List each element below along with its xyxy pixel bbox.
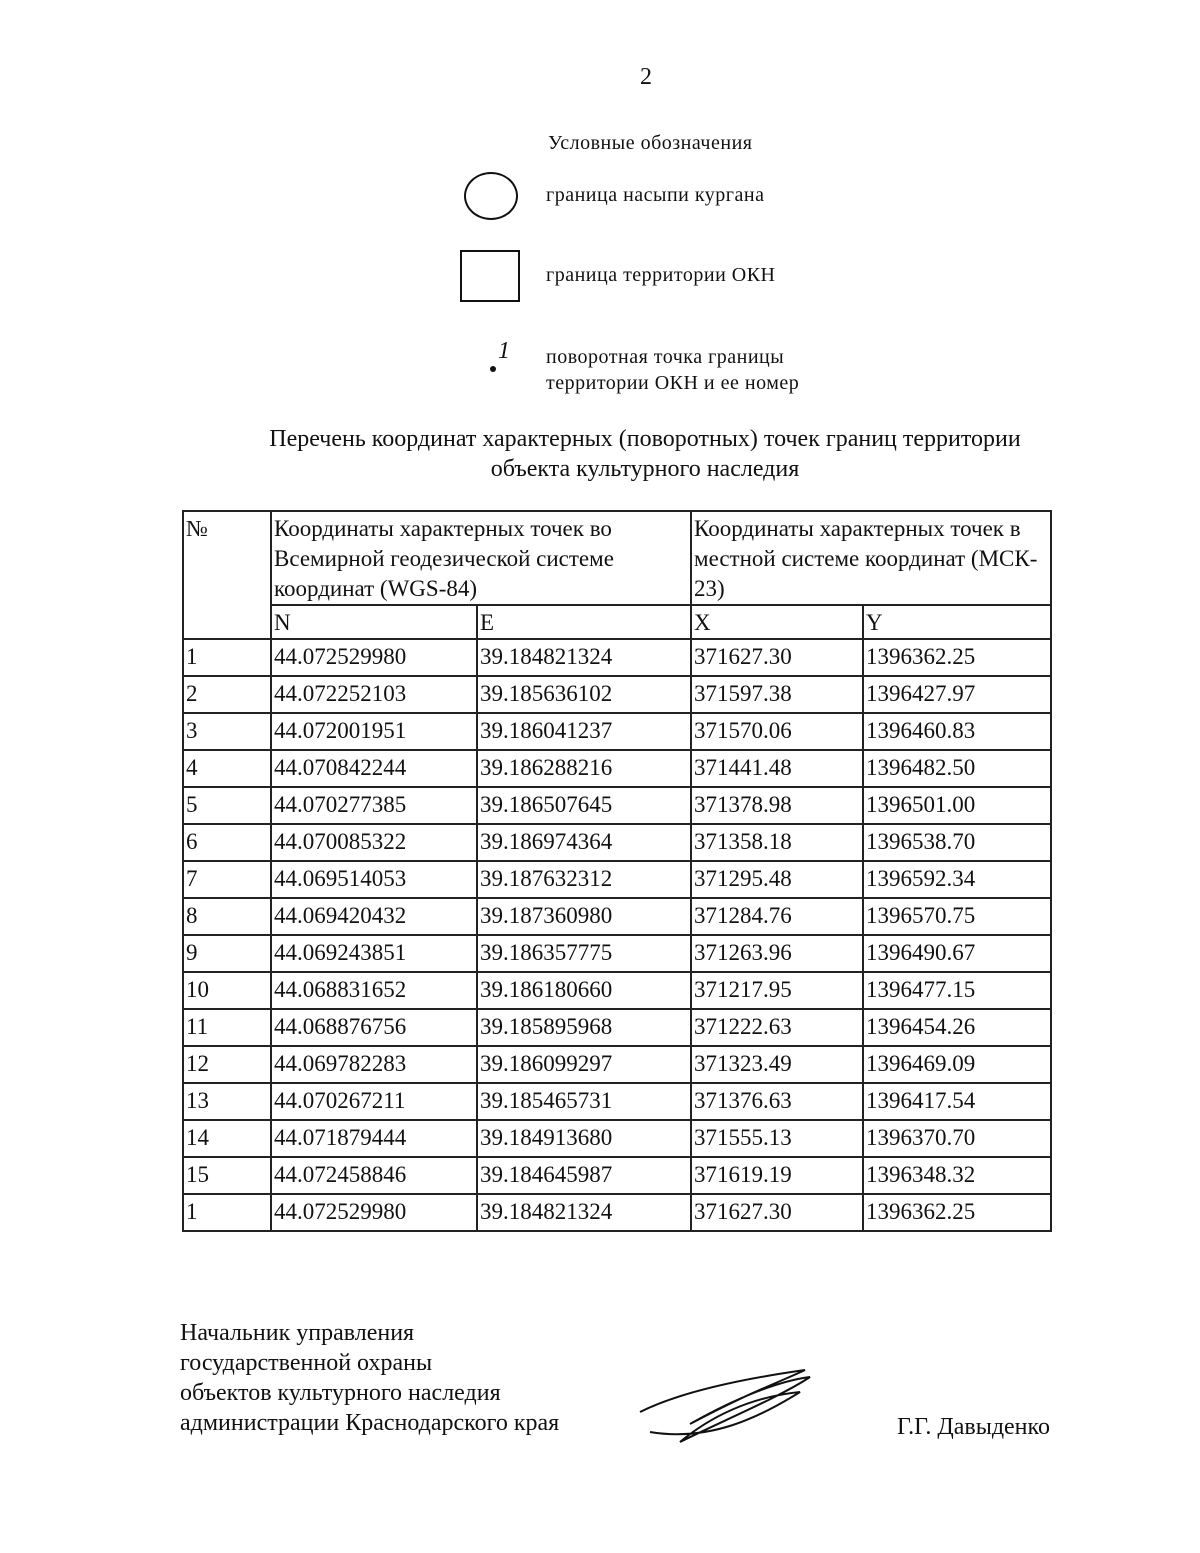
position-line4: администрации Краснодарского края <box>180 1410 560 1436</box>
cell-n: 44.072001951 <box>271 713 477 750</box>
cell-n: 44.072529980 <box>271 1194 477 1231</box>
cell-x: 371323.49 <box>691 1046 863 1083</box>
cell-n: 44.069782283 <box>271 1046 477 1083</box>
cell-number: 11 <box>183 1009 271 1046</box>
cell-x: 371217.95 <box>691 972 863 1009</box>
cell-x: 371441.48 <box>691 750 863 787</box>
legend-okn-label: граница территории ОКН <box>546 264 776 286</box>
table-row <box>183 676 1051 713</box>
cell-x: 371555.13 <box>691 1120 863 1157</box>
cell-e: 39.186357775 <box>477 935 691 972</box>
cell-y: 1396348.32 <box>863 1157 1051 1194</box>
legend-point-line2: территории ОКН и ее номер <box>546 372 800 394</box>
table-row <box>183 824 1051 861</box>
position-line2: государственной охраны <box>180 1350 433 1376</box>
square-icon <box>460 250 520 302</box>
cell-y: 1396538.70 <box>863 824 1051 861</box>
signatory-name: Г.Г. Давыденко <box>897 1414 1050 1440</box>
page-number: 2 <box>640 64 652 90</box>
cell-x: 371597.38 <box>691 676 863 713</box>
cell-e: 39.186288216 <box>477 750 691 787</box>
cell-x: 371284.76 <box>691 898 863 935</box>
position-line1: Начальник управления <box>180 1320 415 1346</box>
cell-e: 39.184913680 <box>477 1120 691 1157</box>
cell-x: 371295.48 <box>691 861 863 898</box>
cell-e: 39.184821324 <box>477 639 691 676</box>
cell-e: 39.184821324 <box>477 1194 691 1231</box>
cell-e: 39.186041237 <box>477 713 691 750</box>
cell-number: 4 <box>183 750 271 787</box>
legend-point-label <box>546 344 799 396</box>
table-row <box>183 861 1051 898</box>
heading-line2: объекта культурного наследия <box>490 456 800 482</box>
cell-x: 371570.06 <box>691 713 863 750</box>
cell-x: 371378.98 <box>691 787 863 824</box>
heading-line1: Перечень координат характерных (поворотных) точек границ территории <box>269 426 1021 452</box>
cell-y: 1396592.34 <box>863 861 1051 898</box>
cell-number: 7 <box>183 861 271 898</box>
table-row <box>183 750 1051 787</box>
cell-number: 1 <box>183 1194 271 1231</box>
cell-number: 14 <box>183 1120 271 1157</box>
cell-n: 44.068876756 <box>271 1009 477 1046</box>
cell-number: 3 <box>183 713 271 750</box>
table-row <box>183 935 1051 972</box>
signature-block <box>180 1318 559 1438</box>
cell-y: 1396370.70 <box>863 1120 1051 1157</box>
cell-number: 13 <box>183 1083 271 1120</box>
cell-e: 39.185636102 <box>477 676 691 713</box>
circle-icon <box>464 172 518 220</box>
cell-e: 39.184645987 <box>477 1157 691 1194</box>
cell-x: 371376.63 <box>691 1083 863 1120</box>
cell-e: 39.185895968 <box>477 1009 691 1046</box>
cell-e: 39.186099297 <box>477 1046 691 1083</box>
table-row <box>183 972 1051 1009</box>
table-row <box>183 898 1051 935</box>
cell-e: 39.187360980 <box>477 898 691 935</box>
legend-item-mound <box>460 172 960 232</box>
legend-title: Условные обозначения <box>548 132 753 154</box>
cell-number: 15 <box>183 1157 271 1194</box>
position-line3: объектов культурного наследия <box>180 1380 501 1406</box>
cell-number: 5 <box>183 787 271 824</box>
cell-y: 1396490.67 <box>863 935 1051 972</box>
signature-icon <box>630 1362 820 1452</box>
cell-n: 44.072529980 <box>271 639 477 676</box>
table-row <box>183 1157 1051 1194</box>
cell-x: 371619.19 <box>691 1157 863 1194</box>
cell-y: 1396454.26 <box>863 1009 1051 1046</box>
table-row <box>183 1083 1051 1120</box>
cell-y: 1396417.54 <box>863 1083 1051 1120</box>
header-wgs: Координаты характерных точек во Всемирной геодезической системе координат (WGS-84) <box>271 511 691 605</box>
table-row <box>183 713 1051 750</box>
table-row <box>183 1120 1051 1157</box>
cell-e: 39.185465731 <box>477 1083 691 1120</box>
cell-number: 10 <box>183 972 271 1009</box>
header-n: N <box>271 605 477 639</box>
cell-n: 44.072458846 <box>271 1157 477 1194</box>
cell-y: 1396427.97 <box>863 676 1051 713</box>
cell-n: 44.070277385 <box>271 787 477 824</box>
legend-point-line1: поворотная точка границы <box>546 346 785 368</box>
cell-e: 39.187632312 <box>477 861 691 898</box>
cell-y: 1396362.25 <box>863 1194 1051 1231</box>
cell-x: 371263.96 <box>691 935 863 972</box>
legend-mound-label: граница насыпи кургана <box>546 184 765 206</box>
header-number: № <box>183 511 271 639</box>
cell-x: 371627.30 <box>691 1194 863 1231</box>
table-row <box>183 787 1051 824</box>
point-icon <box>490 366 496 372</box>
cell-y: 1396482.50 <box>863 750 1051 787</box>
cell-n: 44.069514053 <box>271 861 477 898</box>
cell-number: 1 <box>183 639 271 676</box>
cell-y: 1396570.75 <box>863 898 1051 935</box>
cell-number: 8 <box>183 898 271 935</box>
coordinates-table <box>182 510 1052 1232</box>
cell-x: 371358.18 <box>691 824 863 861</box>
cell-y: 1396469.09 <box>863 1046 1051 1083</box>
cell-e: 39.186507645 <box>477 787 691 824</box>
cell-n: 44.071879444 <box>271 1120 477 1157</box>
legend-item-okn <box>460 250 960 310</box>
cell-n: 44.070267211 <box>271 1083 477 1120</box>
cell-e: 39.186974364 <box>477 824 691 861</box>
cell-number: 12 <box>183 1046 271 1083</box>
cell-x: 371627.30 <box>691 639 863 676</box>
cell-y: 1396501.00 <box>863 787 1051 824</box>
header-x: X <box>691 605 863 639</box>
header-e: E <box>477 605 691 639</box>
cell-y: 1396362.25 <box>863 639 1051 676</box>
cell-y: 1396460.83 <box>863 713 1051 750</box>
turning-point-number: 1 <box>498 338 510 364</box>
cell-number: 2 <box>183 676 271 713</box>
cell-x: 371222.63 <box>691 1009 863 1046</box>
cell-n: 44.069420432 <box>271 898 477 935</box>
cell-number: 6 <box>183 824 271 861</box>
table-heading <box>200 424 1090 484</box>
header-y: Y <box>863 605 1051 639</box>
table-row <box>183 1194 1051 1231</box>
cell-n: 44.072252103 <box>271 676 477 713</box>
legend-item-point <box>460 338 960 404</box>
header-msk: Координаты характерных точек в местной системе координат (МСК- 23) <box>691 511 1051 605</box>
cell-number: 9 <box>183 935 271 972</box>
cell-n: 44.068831652 <box>271 972 477 1009</box>
table-row <box>183 1046 1051 1083</box>
cell-n: 44.070842244 <box>271 750 477 787</box>
cell-y: 1396477.15 <box>863 972 1051 1009</box>
table-row <box>183 639 1051 676</box>
cell-e: 39.186180660 <box>477 972 691 1009</box>
cell-n: 44.070085322 <box>271 824 477 861</box>
cell-n: 44.069243851 <box>271 935 477 972</box>
table-row <box>183 1009 1051 1046</box>
